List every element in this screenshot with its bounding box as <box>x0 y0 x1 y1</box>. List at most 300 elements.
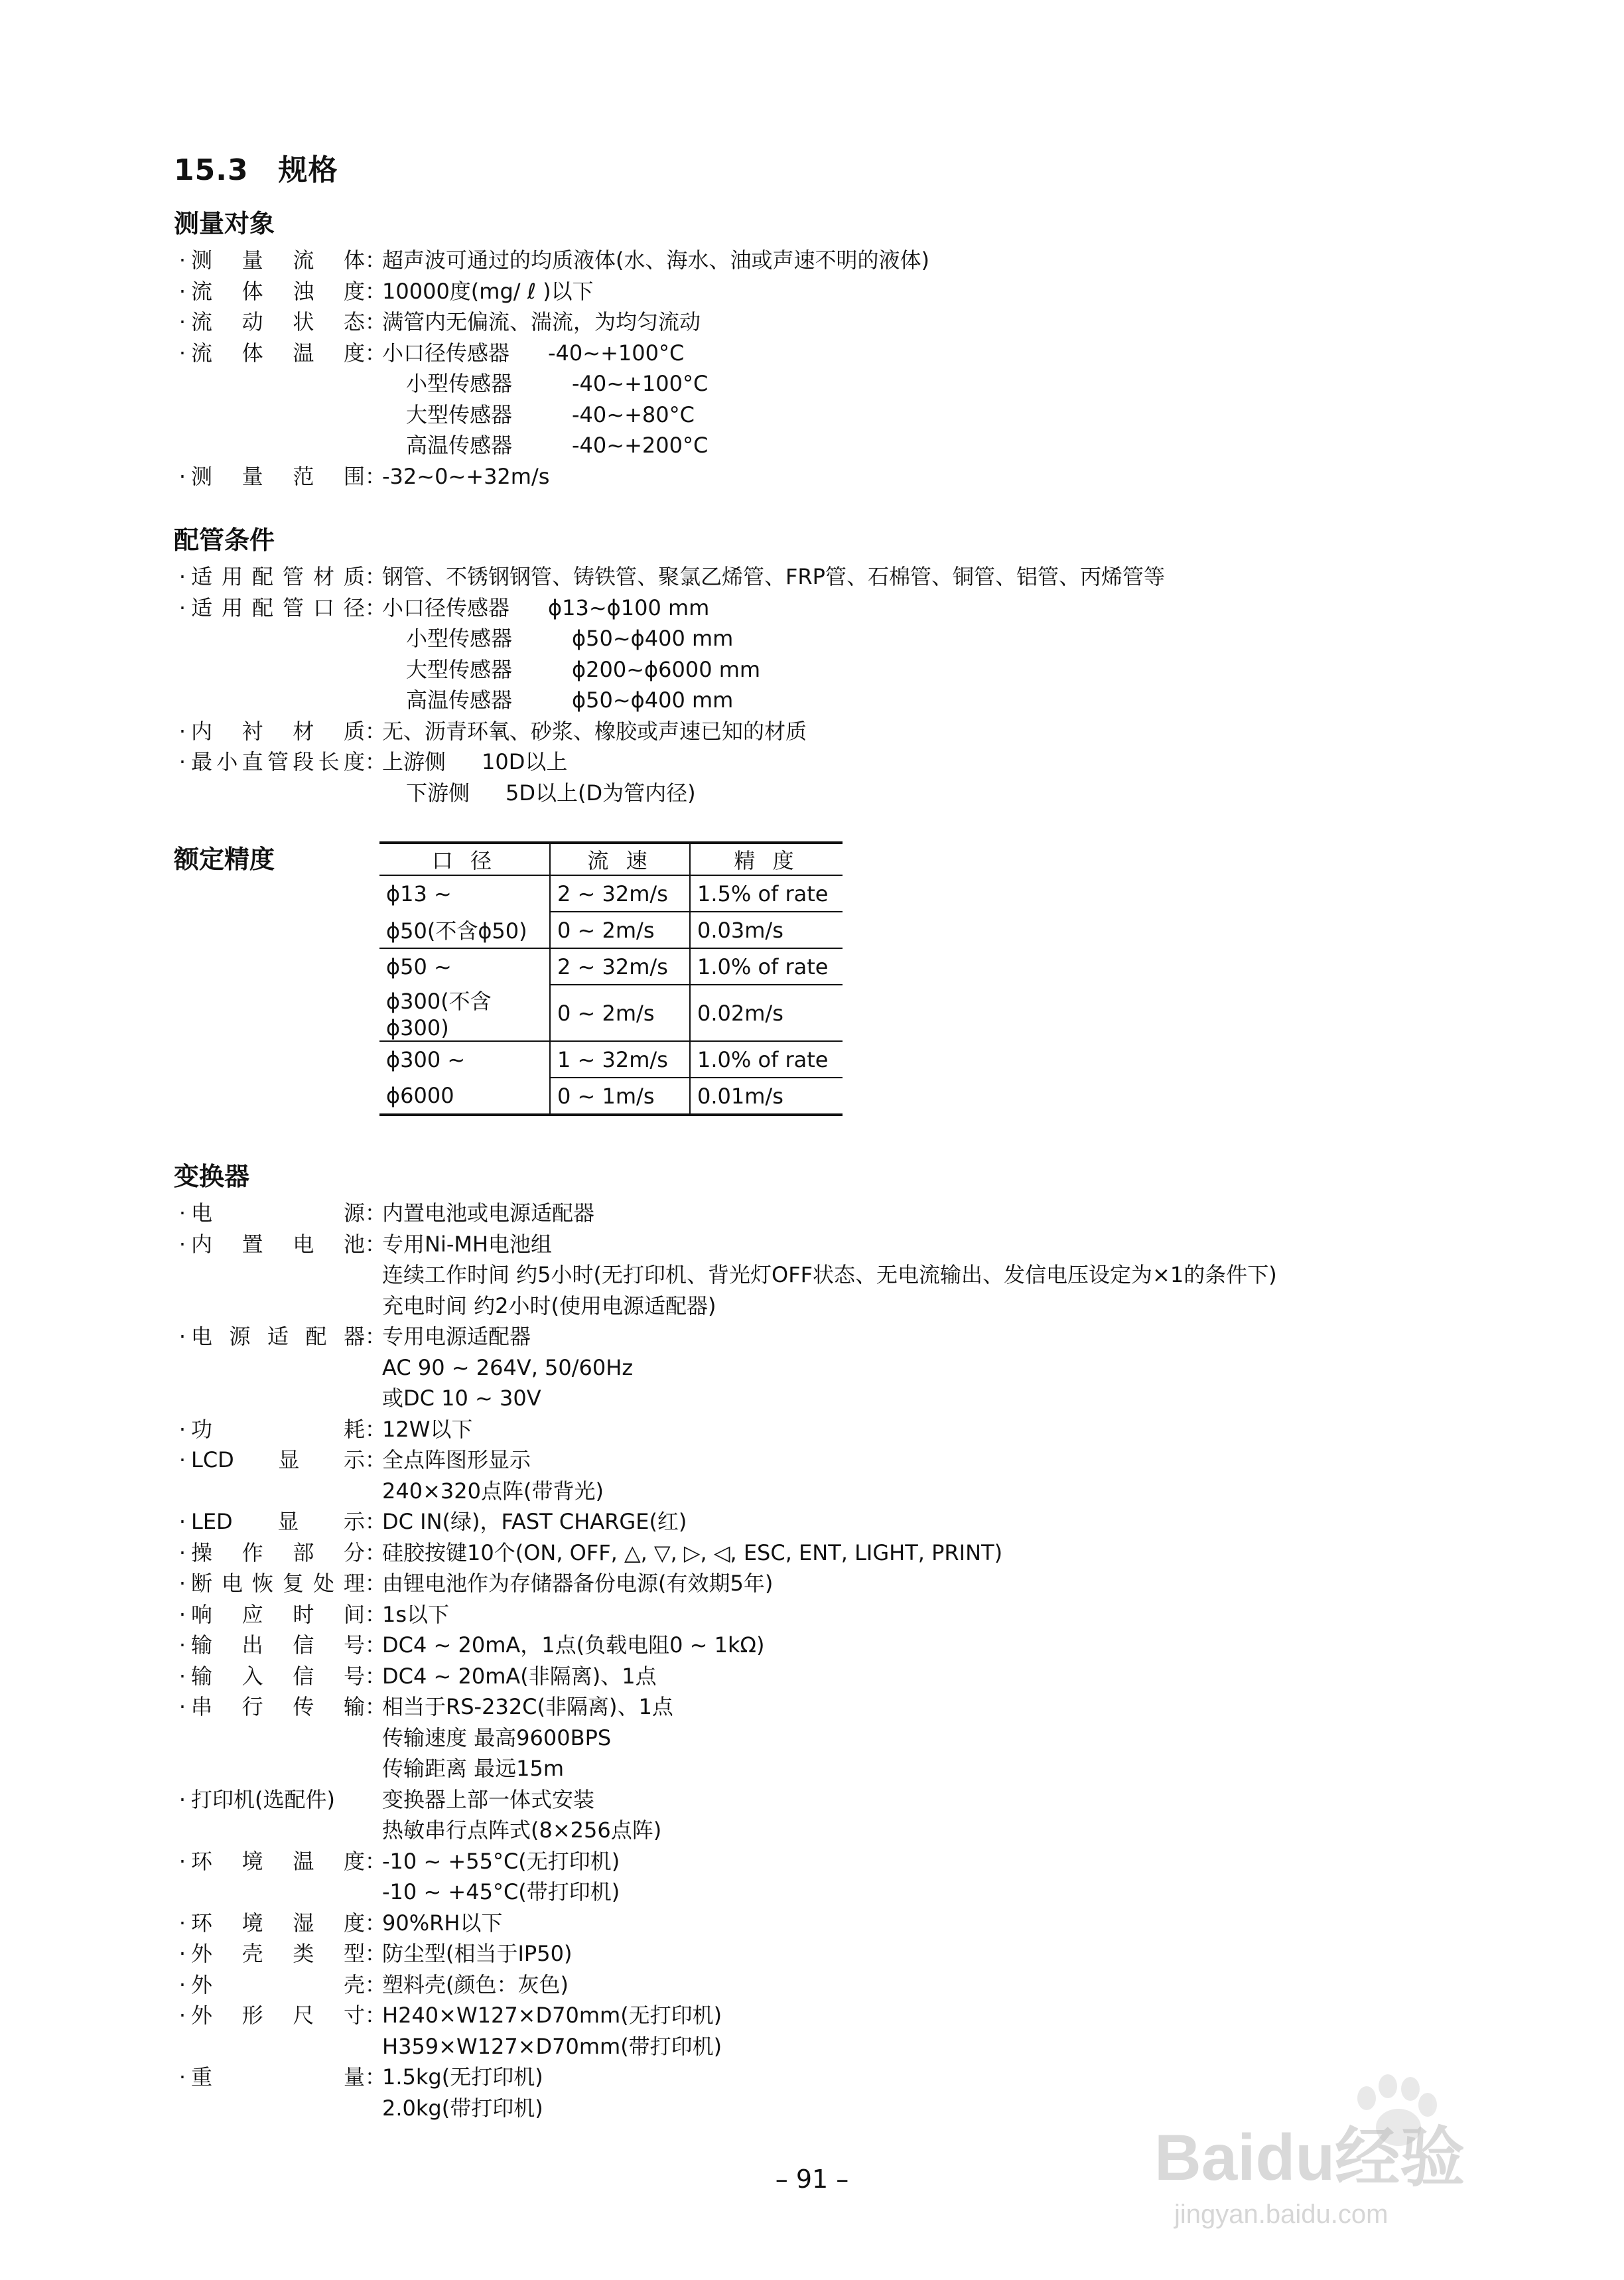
pipe-value-range: ϕ200~ϕ6000 mm <box>572 656 761 682</box>
accuracy-header-precision: 精 度 <box>690 843 843 875</box>
pipe-value-name: 小口径传感器 <box>382 595 510 620</box>
label-char: 湿 <box>293 1910 314 1936</box>
target-value-range: -40~+100°C <box>548 340 685 366</box>
label-char: 显 <box>277 1509 299 1534</box>
target-label <box>191 276 365 307</box>
label-char: 最 <box>191 749 213 774</box>
converter-row <box>174 1630 1501 1661</box>
converter-row <box>174 1938 1501 1969</box>
label-char: 境 <box>241 1848 263 1874</box>
pipe-row <box>174 623 1501 654</box>
label-char: 传 <box>293 1694 314 1719</box>
target-value-range: -40~+200°C <box>572 433 709 458</box>
label-char: 量 <box>343 2064 365 2090</box>
converter-row <box>174 1383 1501 1414</box>
bullet-dot: · <box>178 595 186 620</box>
label-char: 寸 <box>343 2003 365 2028</box>
label-char: 型 <box>343 1941 365 1966</box>
target-row <box>174 430 1501 461</box>
label-char: 源 <box>343 1200 365 1226</box>
colon: ： <box>365 463 387 489</box>
accuracy-cell-precision: 1.0% of rate <box>690 948 843 985</box>
label-char: 类 <box>293 1941 314 1966</box>
pipe-value <box>382 778 696 809</box>
converter-value: 硅胶按键10个(ON, OFF, △, ▽, ▷, ◁, ESC, ENT, LIGHT, PRINT) <box>382 1539 1003 1565</box>
accuracy-cell-diameter: ϕ300 ~ <box>379 1041 550 1078</box>
accuracy-row <box>379 912 843 948</box>
colon: ： <box>365 1910 387 1936</box>
target-value <box>382 430 708 461</box>
bullet-dot: · <box>178 340 186 366</box>
target-value: -32~0~+32m/s <box>382 463 550 489</box>
converter-value: 内置电池或电源适配器 <box>382 1200 595 1226</box>
converter-row <box>174 1723 1501 1754</box>
bullet-dot: · <box>178 564 186 589</box>
label-char: 输 <box>343 1694 365 1719</box>
converter-label <box>191 1661 365 1692</box>
bullet-dot: · <box>178 1447 186 1472</box>
converter-label <box>191 1537 365 1569</box>
converter-label <box>191 1599 365 1630</box>
label-char: 状 <box>293 309 314 334</box>
colon <box>365 368 382 399</box>
target-value-range: -40~+100°C <box>572 371 709 396</box>
label-char: 度 <box>343 749 365 774</box>
label-char: 功 <box>191 1416 213 1442</box>
watermark-main: Baidu经验 <box>1154 2121 1465 2194</box>
label-char: 质 <box>343 718 365 744</box>
label-char: 段 <box>293 749 314 774</box>
label-char: 电 <box>221 1571 243 1596</box>
pipe-row <box>174 685 1501 716</box>
converter-row <box>174 1568 1501 1599</box>
section-rated-accuracy <box>174 836 1501 1116</box>
label-char: 范 <box>293 463 314 489</box>
converter-row <box>174 1877 1501 1908</box>
bullet-dot <box>174 368 191 399</box>
label-char: 测 <box>191 463 213 489</box>
target-label <box>191 245 365 276</box>
colon: ： <box>365 1539 387 1565</box>
label-char: 长 <box>318 749 340 774</box>
converter-row <box>174 1815 1501 1846</box>
pipe-value: 钢管、不锈钢钢管、铸铁管、聚氯乙烯管、FRP管、石棉管、铜管、铝管、丙烯管等 <box>382 564 1165 589</box>
pipe-value-range: ϕ50~ϕ400 mm <box>572 626 734 651</box>
label-char: 作 <box>241 1539 263 1565</box>
pipe-label <box>191 685 365 716</box>
bullet-dot: · <box>178 1324 186 1349</box>
accuracy-cell-precision: 1.5% of rate <box>690 875 843 912</box>
label-char: 应 <box>241 1601 263 1627</box>
pipe-value-range: 5D以上(D为管内径) <box>506 780 696 806</box>
label-char: 直 <box>241 749 263 774</box>
label-char: 电 <box>293 1231 314 1257</box>
colon: ： <box>365 1200 387 1226</box>
label-char: 流 <box>191 309 213 334</box>
accuracy-cell-velocity: 0 ~ 1m/s <box>550 1078 690 1115</box>
converter-row <box>174 1753 1501 1784</box>
converter-value: 变换器上部一体式安装 <box>382 1786 595 1812</box>
label-char: 材 <box>293 718 314 744</box>
bullet-dot: · <box>178 1941 186 1966</box>
pipe-value: 无、沥青环氧、砂浆、橡胶或声速已知的材质 <box>382 718 807 744</box>
label-char: 量 <box>241 463 263 489</box>
target-label <box>191 307 365 338</box>
label-char: 示 <box>343 1447 365 1472</box>
label-char: 态 <box>343 309 365 334</box>
target-value-range: -40~+80°C <box>572 401 695 427</box>
label-char: 形 <box>241 2003 263 2028</box>
target-label <box>191 461 365 492</box>
colon: ： <box>365 1848 387 1874</box>
label-char: 配 <box>251 564 273 589</box>
converter-label <box>191 1784 382 1816</box>
converter-rows <box>174 1198 1501 2123</box>
target-value-name: 大型传感器 <box>406 401 513 427</box>
converter-value: 90%RH以下 <box>382 1910 503 1936</box>
pipe-row <box>174 747 1501 778</box>
label-char: 径 <box>343 595 365 620</box>
converter-label <box>191 1630 365 1661</box>
label-char: 电 <box>191 1324 213 1349</box>
converter-value: 1s以下 <box>382 1601 450 1627</box>
accuracy-cell-precision: 1.0% of rate <box>690 1041 843 1078</box>
section-measurement-target <box>174 203 1501 492</box>
label-char: 外 <box>191 2003 213 2028</box>
target-row <box>174 461 1501 492</box>
label-char: 围 <box>343 463 365 489</box>
converter-row <box>174 1599 1501 1630</box>
target-row <box>174 338 1501 369</box>
converter-sub-value: 传输速度 最高9600BPS <box>382 1725 612 1750</box>
label-char: 体 <box>343 248 365 273</box>
label-char: 入 <box>241 1663 263 1689</box>
colon: ： <box>365 749 387 774</box>
colon <box>365 654 382 685</box>
spec-page <box>174 146 1501 2151</box>
colon: ： <box>365 718 387 744</box>
colon: ： <box>365 1447 387 1472</box>
pipe-value-name: 大型传感器 <box>406 656 513 682</box>
colon <box>365 685 382 716</box>
colon: ： <box>365 1694 387 1719</box>
converter-row <box>174 1445 1501 1476</box>
pipe-row <box>174 778 1501 809</box>
bullet-dot: · <box>178 2003 186 2028</box>
label-char: 管 <box>282 595 304 620</box>
pipe-value-range: ϕ50~ϕ400 mm <box>572 687 734 713</box>
pipe-row <box>174 593 1501 624</box>
bullet-dot <box>174 778 191 809</box>
target-value-name: 小口径传感器 <box>382 340 510 366</box>
converter-value: 1.5kg(无打印机) <box>382 2064 543 2090</box>
pipe-value <box>382 623 733 654</box>
bullet-dot: · <box>178 1632 186 1658</box>
bullet-dot: · <box>178 248 186 273</box>
bullet-dot: · <box>178 1231 186 1257</box>
colon: ： <box>365 248 387 273</box>
colon: ： <box>365 2064 387 2090</box>
accuracy-cell-diameter: ϕ300(不含ϕ300) <box>379 985 550 1041</box>
label-char: LCD <box>191 1447 234 1472</box>
bullet-dot: · <box>178 1786 186 1812</box>
label-char: 响 <box>191 1601 213 1627</box>
converter-row <box>174 1784 1501 1816</box>
converter-row <box>174 1661 1501 1692</box>
converter-row <box>174 1229 1501 1260</box>
label-char: 体 <box>241 340 263 366</box>
bullet-dot <box>174 399 191 431</box>
label-char: 管 <box>282 564 304 589</box>
accuracy-table-body <box>379 875 843 1115</box>
label-char: 复 <box>282 1571 304 1596</box>
accuracy-row <box>379 1041 843 1078</box>
pipe-value-range: ϕ13~ϕ100 mm <box>548 595 710 620</box>
colon <box>365 430 382 461</box>
converter-label <box>191 1414 365 1445</box>
accuracy-header-velocity: 流 速 <box>550 843 690 875</box>
target-label <box>191 399 365 431</box>
pipe-label <box>191 654 365 685</box>
accuracy-cell-velocity: 1 ~ 32m/s <box>550 1041 690 1078</box>
label-char: 外 <box>191 1941 213 1966</box>
label-char: 源 <box>229 1324 251 1349</box>
colon: ： <box>365 1509 387 1534</box>
colon: ： <box>365 595 387 620</box>
converter-row <box>174 1537 1501 1569</box>
converter-value: H240×W127×D70mm(无打印机) <box>382 2003 722 2028</box>
converter-value: DC4 ~ 20mA，1点(负载电阻0 ~ 1kΩ) <box>382 1632 765 1658</box>
accuracy-cell-velocity: 2 ~ 32m/s <box>550 948 690 985</box>
accuracy-row <box>379 985 843 1041</box>
label-char: 温 <box>293 1848 314 1874</box>
label-char: 示 <box>343 1509 365 1534</box>
label-char: 恢 <box>251 1571 273 1596</box>
pipe-label <box>191 716 365 747</box>
pipe-conditions-rows <box>174 561 1501 808</box>
label-char: 理 <box>343 1571 365 1596</box>
target-value <box>382 399 695 431</box>
colon: ： <box>365 1601 387 1627</box>
target-label <box>191 338 365 369</box>
label-char: 处 <box>312 1571 334 1596</box>
label-char: 打印机(选配件) <box>191 1786 335 1812</box>
heading-converter: 变换器 <box>174 1162 250 1191</box>
pipe-label <box>191 623 365 654</box>
colon: ： <box>365 278 387 304</box>
converter-row <box>174 1908 1501 1939</box>
converter-value: 防尘型(相当于IP50) <box>382 1941 573 1966</box>
heading-rated-accuracy: 额定精度 <box>174 845 275 874</box>
converter-value: DC4 ~ 20mA(非隔离)、1点 <box>382 1663 657 1689</box>
label-char: 壳 <box>241 1941 263 1966</box>
accuracy-cell-precision: 0.01m/s <box>690 1078 843 1115</box>
converter-sub-value: 或DC 10 ~ 30V <box>382 1386 541 1411</box>
converter-sub-value: 240×320点阵(带背光) <box>382 1478 604 1504</box>
converter-label <box>191 1691 365 1723</box>
target-row <box>174 307 1501 338</box>
label-char: 行 <box>241 1694 263 1719</box>
converter-value: 相当于RS-232C(非隔离)、1点 <box>382 1694 673 1719</box>
bullet-dot: · <box>178 1539 186 1565</box>
label-char: 内 <box>191 1231 213 1257</box>
bullet-dot: · <box>178 309 186 334</box>
bullet-dot: · <box>178 1663 186 1689</box>
converter-row <box>174 1969 1501 2001</box>
pipe-row <box>174 561 1501 593</box>
label-char: 串 <box>191 1694 213 1719</box>
bullet-dot: · <box>178 1971 186 1997</box>
label-char: 量 <box>241 248 263 273</box>
target-row <box>174 276 1501 307</box>
label-char: 小 <box>216 749 238 774</box>
converter-sub-value: 传输距离 最远15m <box>382 1756 565 1781</box>
label-char: 适 <box>191 564 213 589</box>
converter-sub-value: 充电时间 约2小时(使用电源适配器) <box>382 1293 716 1318</box>
colon: ： <box>365 1941 387 1966</box>
pipe-value-range: 10D以上 <box>482 749 568 774</box>
accuracy-cell-diameter: ϕ50 ~ <box>379 948 550 985</box>
converter-label <box>191 1969 365 2001</box>
bullet-dot: · <box>178 2064 186 2090</box>
bullet-dot <box>174 623 191 654</box>
label-char: 操 <box>191 1539 213 1565</box>
colon <box>365 778 382 809</box>
label-char: 出 <box>241 1632 263 1658</box>
pipe-row <box>174 716 1501 747</box>
label-char: 测 <box>191 248 213 273</box>
accuracy-table <box>379 841 843 1116</box>
bullet-dot: · <box>178 1200 186 1226</box>
converter-value: 12W以下 <box>382 1416 473 1442</box>
converter-sub-value: 连续工作时间 约5小时(无打印机、背光灯OFF状态、无电流输出、发信电压设定为×1的条件下) <box>382 1262 1277 1287</box>
target-label <box>191 430 365 461</box>
label-char: 衬 <box>241 718 263 744</box>
pipe-value <box>382 747 567 778</box>
label-char: 配 <box>251 595 273 620</box>
converter-sub-value: -10 ~ +45°C(带打印机) <box>382 1879 620 1904</box>
label-char: 断 <box>191 1571 213 1596</box>
label-char: 输 <box>191 1632 213 1658</box>
colon: ： <box>365 1416 387 1442</box>
converter-sub-value: AC 90 ~ 264V, 50/60Hz <box>382 1354 634 1380</box>
heading-pipe-conditions: 配管条件 <box>174 526 275 555</box>
label-char: 流 <box>191 340 213 366</box>
label-char: 置 <box>241 1231 263 1257</box>
bullet-dot: · <box>178 1848 186 1874</box>
bullet-dot: · <box>178 278 186 304</box>
label-char: 部 <box>293 1539 314 1565</box>
accuracy-header-diameter: 口 径 <box>379 843 550 875</box>
colon: ： <box>365 1971 387 1997</box>
colon: ： <box>365 1663 387 1689</box>
pipe-value <box>382 593 709 624</box>
converter-value: DC IN(绿)，FAST CHARGE(红) <box>382 1509 687 1534</box>
label-char: 温 <box>293 340 314 366</box>
converter-value: 全点阵图形显示 <box>382 1447 531 1472</box>
label-char: 环 <box>191 1910 213 1936</box>
label-char: 适 <box>267 1324 289 1349</box>
converter-value: 专用电源适配器 <box>382 1324 531 1349</box>
accuracy-row <box>379 948 843 985</box>
section-pipe-conditions <box>174 520 1501 808</box>
converter-sub-value: 热敏串行点阵式(8×256点阵) <box>382 1817 662 1843</box>
pipe-value-name: 上游侧 <box>382 749 446 774</box>
pipe-value <box>382 685 733 716</box>
label-char: 时 <box>293 1601 314 1627</box>
bullet-dot: · <box>178 1910 186 1936</box>
target-value: 超声波可通过的均质液体(水、海水、油或声速不明的液体) <box>382 248 929 273</box>
pipe-value-name: 小型传感器 <box>406 626 513 651</box>
converter-label <box>191 2062 365 2093</box>
colon: ： <box>365 2003 387 2028</box>
target-row <box>174 245 1501 276</box>
converter-label <box>191 1908 365 1939</box>
label-char: 度 <box>343 278 365 304</box>
label-char: 境 <box>241 1910 263 1936</box>
label-char: 体 <box>241 278 263 304</box>
label-char: 重 <box>191 2064 213 2090</box>
bullet-dot: · <box>178 463 186 489</box>
page-number: – 91 – <box>775 2165 849 2194</box>
label-char: 度 <box>343 1848 365 1874</box>
accuracy-cell-diameter: ϕ50(不含ϕ50) <box>379 912 550 948</box>
label-char: 用 <box>221 564 243 589</box>
measurement-target-rows <box>174 245 1501 492</box>
label-char: 用 <box>221 595 243 620</box>
label-char: 外 <box>191 1971 213 1997</box>
label-char: 耗 <box>343 1416 365 1442</box>
pipe-row <box>174 654 1501 685</box>
baidu-watermark <box>1128 2064 1552 2236</box>
label-char: 度 <box>343 1910 365 1936</box>
label-char: 质 <box>343 564 365 589</box>
section-title: 15.3 规格 <box>174 153 338 187</box>
label-char: 号 <box>343 1663 365 1689</box>
label-char: 适 <box>191 595 213 620</box>
converter-label <box>191 1568 365 1599</box>
converter-row <box>174 2000 1501 2031</box>
label-char: LED <box>191 1509 233 1534</box>
pipe-value-name: 高温传感器 <box>406 687 513 713</box>
converter-sub-value: H359×W127×D70mm(带打印机) <box>382 2033 722 2059</box>
converter-value: 由锂电池作为存储器备份电源(有效期5年) <box>382 1571 774 1596</box>
pipe-label <box>191 561 365 593</box>
colon: ： <box>365 1324 387 1349</box>
converter-row <box>174 1259 1501 1291</box>
label-char: 口 <box>312 595 334 620</box>
accuracy-cell-diameter: ϕ13 ~ <box>379 875 550 912</box>
converter-row <box>174 1691 1501 1723</box>
pipe-value-name: 下游侧 <box>406 780 470 806</box>
label-char: 信 <box>293 1632 314 1658</box>
colon: ： <box>365 1632 387 1658</box>
target-value-name: 高温传感器 <box>406 433 513 458</box>
pipe-label <box>191 747 365 778</box>
converter-label <box>191 1846 365 1877</box>
label-char: 材 <box>312 564 334 589</box>
target-row <box>174 399 1501 431</box>
converter-label <box>191 1938 365 1969</box>
converter-row <box>174 1198 1501 1229</box>
target-value: 10000度(mg/ ℓ )以下 <box>382 278 594 304</box>
colon: ： <box>365 1231 387 1257</box>
bullet-dot: · <box>178 1509 186 1534</box>
converter-row <box>174 1476 1501 1507</box>
target-row <box>174 368 1501 399</box>
bullet-dot <box>174 430 191 461</box>
converter-label <box>191 1198 365 1229</box>
